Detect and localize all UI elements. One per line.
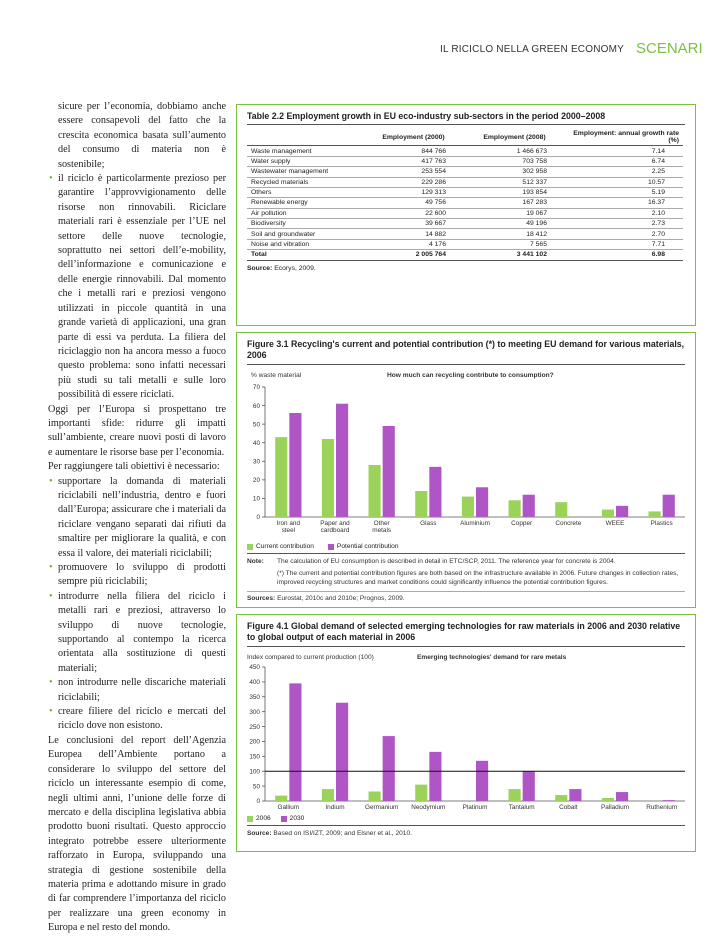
y-tick-label: 450 (249, 664, 260, 672)
bar-series-1 (275, 437, 287, 517)
column-header: Employment (2008) (464, 129, 565, 146)
running-title: IL RICICLO NELLA GREEN ECONOMY (440, 44, 625, 55)
rare-metals-demand-chart (237, 647, 695, 815)
list-item: • supportare la domanda di materiali riciclabili nell’industria, dentro e fuori dall’Europa; assicurare che i materiali da riciclare vengano separati dai rifiuti da smaltire per migliorare la qualità, e con essa il valore, dei materiali riciclabili; (48, 475, 226, 561)
table-cell: 7.71 (565, 239, 683, 249)
bar-series-1 (369, 465, 381, 517)
table-cell: 10.57 (565, 177, 683, 187)
table-box (236, 104, 696, 326)
bar-series-2 (616, 506, 628, 517)
bar-series-2 (476, 487, 488, 517)
source-text: Ecorys, 2009. (274, 264, 316, 272)
table-cell: Waste management (247, 146, 363, 156)
table-row (247, 187, 683, 197)
table-cell: 2.70 (565, 229, 683, 239)
table-cell: 2.10 (565, 208, 683, 218)
y-tick-label: 0 (256, 798, 260, 806)
table-cell: 5.19 (565, 187, 683, 197)
bar-series-2 (383, 426, 395, 517)
legend-item (281, 815, 305, 822)
list-item: • non introdurre nelle discariche materiali riciclabili; (48, 676, 226, 705)
x-tick-label: Indium (325, 804, 345, 811)
bar-series-2 (663, 800, 675, 801)
table-cell: Total (247, 250, 363, 260)
table-row (247, 219, 683, 229)
y-tick-label: 60 (252, 402, 260, 410)
bar-series-1 (322, 439, 334, 517)
chart2-source (247, 830, 685, 839)
x-tick-label: Palladium (600, 804, 630, 811)
table-cell: 253 554 (363, 167, 464, 177)
chart2-subtitle: Emerging technologies' demand for rare metals (417, 654, 567, 661)
table-total-row (247, 250, 683, 260)
figure-4-1-box (236, 614, 696, 852)
table-cell: Water supply (247, 156, 363, 166)
source-text: Based on ISI/IZT, 2009; and Elsner et al., 2010. (273, 830, 412, 837)
chart1-sources (247, 591, 685, 604)
x-tick-label: Paper and cardboard (320, 520, 350, 534)
table-cell: Noise and vibration (247, 239, 363, 249)
chart2-ylabel: Index compared to current production (100) (247, 654, 374, 661)
legend-swatch (247, 544, 253, 550)
table-cell: 2.25 (565, 167, 683, 177)
table-cell: 129 313 (363, 187, 464, 197)
table-cell: 6.98 (565, 250, 683, 260)
bar-series-1 (369, 791, 381, 801)
y-tick-label: 300 (249, 708, 260, 716)
table-cell: Recycled materials (247, 177, 363, 187)
table-cell: 844 766 (363, 146, 464, 156)
table-row (247, 156, 683, 166)
y-tick-label: 30 (252, 458, 260, 466)
bar-series-2 (289, 413, 301, 517)
bar-series-2 (523, 495, 535, 517)
y-tick-label: 200 (249, 738, 260, 746)
y-tick-label: 20 (252, 477, 260, 485)
chart1-subtitle: How much can recycling contribute to consumption? (387, 372, 554, 379)
bar-series-2 (523, 771, 535, 801)
bar-series-1 (602, 798, 614, 801)
y-tick-label: 350 (249, 693, 260, 701)
table-cell: 18 412 (464, 229, 565, 239)
sources-text: Eurostat, 2010c and 2010e; Prognos, 2009. (277, 595, 405, 603)
table-header-row (247, 129, 683, 146)
table-cell: 22 600 (363, 208, 464, 218)
table-cell: 49 196 (464, 219, 565, 229)
x-tick-label: Glass (420, 520, 437, 527)
table-source (247, 265, 685, 272)
table-cell: 19 067 (464, 208, 565, 218)
chart1-note (247, 558, 685, 587)
table-cell: Air pollution (247, 208, 363, 218)
bar-series-1 (509, 500, 521, 517)
table-row (247, 208, 683, 218)
table-cell: 417 763 (363, 156, 464, 166)
bar-series-1 (555, 795, 567, 801)
bar-series-1 (415, 785, 427, 801)
table-cell: Soil and groundwater (247, 229, 363, 239)
sources-label: Sources: (247, 595, 276, 603)
recycling-contribution-chart (237, 365, 695, 543)
bar-series-2 (616, 792, 628, 801)
table-cell: 7.14 (565, 146, 683, 156)
y-tick-label: 0 (256, 514, 260, 522)
challenges-paragraph: Oggi per l’Europa si prospettano tre importanti sfide: ridurre gli impatti sull’ambiente, creare nuovi posti di lavoro e aumentare le risorse base per l’economia. (48, 403, 226, 458)
bar-series-1 (322, 789, 334, 801)
bar-series-2 (429, 752, 441, 801)
legend-swatch (247, 816, 253, 822)
table-cell: 512 337 (464, 177, 565, 187)
y-tick-label: 400 (249, 679, 260, 687)
figure-3-1-box (236, 332, 696, 608)
table-cell: 703 758 (464, 156, 565, 166)
y-tick-label: 10 (252, 495, 260, 503)
legend-swatch (281, 816, 287, 822)
table-cell: 2 005 764 (363, 250, 464, 260)
x-tick-label: Ruthenium (646, 804, 678, 811)
x-tick-label: Germanium (364, 804, 399, 811)
x-tick-label: Cobalt (559, 804, 578, 811)
table-cell: 49 756 (363, 198, 464, 208)
table-cell: Others (247, 187, 363, 197)
column-header (247, 129, 363, 146)
legend-swatch (328, 544, 334, 550)
body-text-column (48, 100, 226, 936)
table-row (247, 146, 683, 156)
figure-3-1-title: Figure 3.1 Recycling's current and potential contribution (*) to meeting EU demand for various materials, 2006 (247, 339, 685, 365)
source-label: Source: (247, 264, 273, 272)
table-cell: 229 286 (363, 177, 464, 187)
bar-series-2 (336, 404, 348, 517)
bar-series-2 (383, 736, 395, 801)
x-tick-label: Other metals (372, 520, 392, 534)
table-cell: 4 176 (363, 239, 464, 249)
legend-label: Potential contribution (336, 543, 399, 550)
bar-series-1 (462, 497, 474, 517)
bar-series-2 (663, 495, 675, 517)
table-cell: 16.37 (565, 198, 683, 208)
list-item: • promuovere lo sviluppo di prodotti sempre più riciclabili; (48, 561, 226, 590)
bar-series-1 (602, 510, 614, 517)
column-header: Employment: annual growth rate (%) (565, 129, 683, 146)
employment-table (247, 129, 683, 261)
table-cell: 3 441 102 (464, 250, 565, 260)
legend-item (328, 543, 399, 550)
x-tick-label: Platinum (462, 804, 488, 811)
bar-series-2 (289, 683, 301, 801)
bar-series-1 (649, 511, 661, 517)
list-item: • creare filiere del riciclo e mercati del riciclo dove non esistono. (48, 705, 226, 734)
legend-item (247, 815, 271, 822)
legend-label: Current contribution (256, 543, 314, 550)
table-title: Table 2.2 Employment growth in EU eco-industry sub-sectors in the period 2000–2008 (247, 111, 685, 125)
table-cell: 193 854 (464, 187, 565, 197)
table-cell: 1 466 673 (464, 146, 565, 156)
note-text: The calculation of EU consumption is described in detail in ETC/SCP, 2011. The reference year for concrete is 2004. (277, 558, 616, 565)
y-tick-label: 40 (252, 439, 260, 447)
table-cell: 39 667 (363, 219, 464, 229)
legend-item (247, 543, 314, 550)
conclusion-paragraph: Le conclusioni del report dell’Agenzia Europea dell’Ambiente portano a considerare lo sviluppo del settore del riciclo un interessante esempio di come, negli ultimi anni, l’unione delle forze di mercato e della disciplina legislativa abbia prodotto buoni risultati. Questo approccio integrato potrebbe essere ulteriormente rafforzato in Europa, sviluppando una strategia di gestione sostenibile della materia prima e adottando misure in grado di far comprendere l’importanza del riciclo per realizzare una green economy in Europa e nel resto del mondo. (48, 734, 226, 934)
note-label: Note: (247, 558, 264, 565)
bar-series-2 (336, 703, 348, 801)
y-tick-label: 250 (249, 723, 260, 731)
x-tick-label: Iron and steel (276, 520, 301, 534)
y-tick-label: 70 (252, 384, 260, 392)
bar-series-1 (415, 491, 427, 517)
objectives-list (48, 475, 226, 734)
table-cell: 167 283 (464, 198, 565, 208)
y-tick-label: 50 (252, 783, 260, 791)
table-cell: Renewable energy (247, 198, 363, 208)
legend-label: 2030 (289, 815, 305, 822)
note-text: (*) The current and potential contribution figures are both based on the infrastructure available in 2006. Future changes in collection rates, improved recycling structures and market conditions could significantly influence the potential contribution figures. (277, 569, 679, 586)
table-cell: 2.73 (565, 219, 683, 229)
bullet-rare-metals: • il riciclo è particolarmente prezioso per garantire l’approvvigionamento delle risorse non rinnovabili. Riciclare materiali rari è essenziale per l’UE nel settore delle nuove tecnologie, soprattutto nei settori dell’e-mobility, dell’informazione e comunicazione e delle energie rinnovabili. Dal momento che i metalli rari e preziosi vengono utilizzati in piccole quantità in una grande varietà di applicazioni, una gran parte di essi va perduta. La filiera del riciclaggio non ha ancora messo a fuoco questo problema: sono infatti necessari più studi su tali metalli e sulle loro possibilità di essere riciclati. (48, 172, 226, 403)
x-tick-label: Copper (511, 520, 533, 527)
x-tick-label: Tantalum (508, 804, 535, 811)
table-row (247, 177, 683, 187)
x-tick-label: Aluminium (460, 520, 490, 527)
bar-series-2 (429, 467, 441, 517)
table-cell: Biodiversity (247, 219, 363, 229)
table-row (247, 198, 683, 208)
bar-series-1 (509, 789, 521, 801)
bar-series-1 (555, 502, 567, 517)
source-label: Source: (247, 830, 272, 837)
table-row (247, 229, 683, 239)
column-header: Employment (2000) (363, 129, 464, 146)
table-cell: 7 565 (464, 239, 565, 249)
list-item: • introdurre nella filiera del riciclo i metalli rari e preziosi, attraverso lo sviluppo di nuove tecnologie, supportando al contempo la ricerca orientata alla sostituzione di questi materiali; (48, 590, 226, 676)
legend-label: 2006 (256, 815, 271, 822)
objectives-paragraph: Per raggiungere tali obiettivi è necessario: (48, 461, 220, 473)
y-tick-label: 100 (249, 768, 260, 776)
chart1-ylabel: % waste material (251, 372, 302, 379)
table-cell: 302 958 (464, 167, 565, 177)
chart2-legend (247, 815, 685, 826)
table-cell: 14 882 (363, 229, 464, 239)
chart1-legend (247, 543, 685, 554)
x-tick-label: WEEE (605, 520, 625, 527)
y-tick-label: 50 (252, 421, 260, 429)
table-row (247, 239, 683, 249)
intro-paragraph: sicure per l’economia, dobbiamo anche essere consapevoli del fatto che la crescita economica basata sull’aumento del consumo di materia non è sostenibile; (58, 101, 226, 170)
x-tick-label: Neodymium (411, 804, 446, 811)
table-cell: 6.74 (565, 156, 683, 166)
table-row (247, 167, 683, 177)
x-tick-label: Concrete (555, 520, 582, 527)
figure-4-1-title: Figure 4.1 Global demand of selected emerging technologies for raw materials in 2006 and 2030 relative to global output of each material in 2006 (247, 621, 685, 647)
table-cell: Wastewater management (247, 167, 363, 177)
section-label: SCENARI (636, 40, 703, 57)
bar-series-2 (569, 789, 581, 801)
x-tick-label: Gallium (277, 804, 300, 811)
y-tick-label: 150 (249, 753, 260, 761)
bar-series-2 (476, 761, 488, 801)
x-tick-label: Plastics (650, 520, 673, 527)
bar-series-1 (275, 796, 287, 801)
